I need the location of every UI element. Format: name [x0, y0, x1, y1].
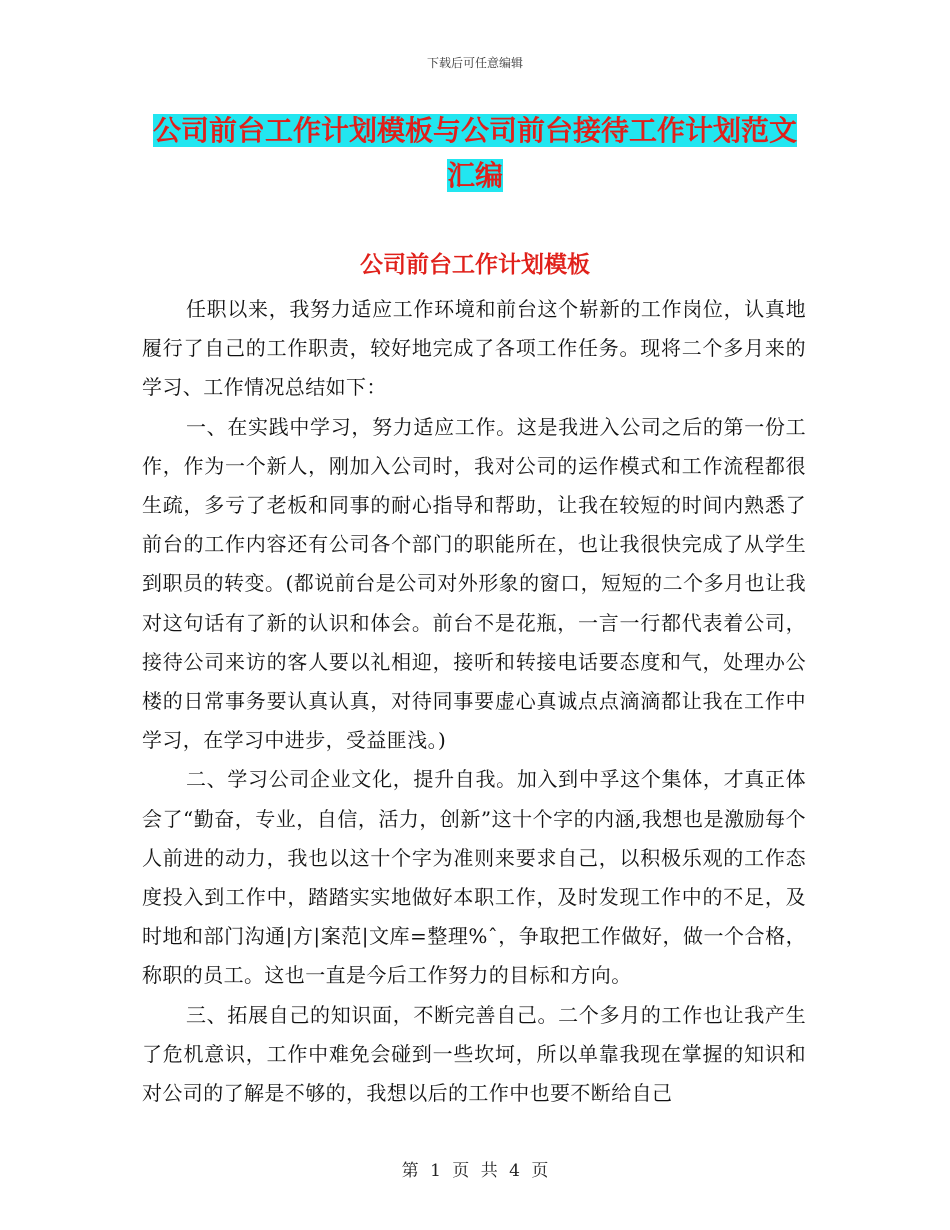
document-title	[145, 108, 805, 198]
body-text	[142, 290, 806, 1113]
document-title-text: 公司前台工作计划模板与公司前台接待工作计划范文汇编	[152, 114, 797, 192]
page-footer: 第 1 页 共 4 页	[401, 1161, 549, 1181]
paragraph-intro: 任职以来，我努力适应工作环境和前台这个崭新的工作岗位，认真地履行了自己的工作职责，较好地完成了各项工作任务。现将二个多月来的学习、工作情况总结如下：	[142, 297, 806, 400]
section-title: 公司前台工作计划模板	[360, 252, 590, 278]
paragraph-2: 二、学习公司企业文化，提升自我。加入到中孚这个集体，才真正体会了“勤奋，专业，自信，活力，创新”这十个字的内涵,我想也是激励每个人前进的动力，我也以这十个字为准则来要求自己，以积极乐观的工作态度投入到工作中，踏踏实实地做好本职工作，及时发现工作中的不足，及时地和部门沟通|方|案范|文库=整理%ˆ，争取把工作做好，做一个合格，称职的员工。这也一直是今后工作努力的目标和方向。	[142, 767, 806, 988]
header-note: 下载后可任意编辑	[426, 56, 523, 70]
paragraph-3: 三、拓展自己的知识面，不断完善自己。二个多月的工作也让我产生了危机意识，工作中难免会碰到一些坎坷，所以单靠我现在掌握的知识和对公司的了解是不够的，我想以后的工作中也要不断给自己	[142, 1002, 806, 1106]
paragraph-1: 一、在实践中学习，努力适应工作。这是我进入公司之后的第一份工作，作为一个新人，刚加入公司时，我对公司的运作模式和工作流程都很生疏，多亏了老板和同事的耐心指导和帮助，让我在较短的时间内熟悉了前台的工作内容还有公司各个部门的职能所在，也让我很快完成了从学生到职员的转变。(都说前台是公司对外形象的窗口，短短的二个多月也让我对这句话有了新的认识和体会。前台不是花瓶，一言一行都代表着公司，接待公司来访的客人要以礼相迎，接听和转接电话要态度和气，处理办公楼的日常事务要认真认真，对待同事要虚心真诚点点滴滴都让我在工作中学习，在学习中进步，受益匪浅。)	[142, 414, 806, 753]
